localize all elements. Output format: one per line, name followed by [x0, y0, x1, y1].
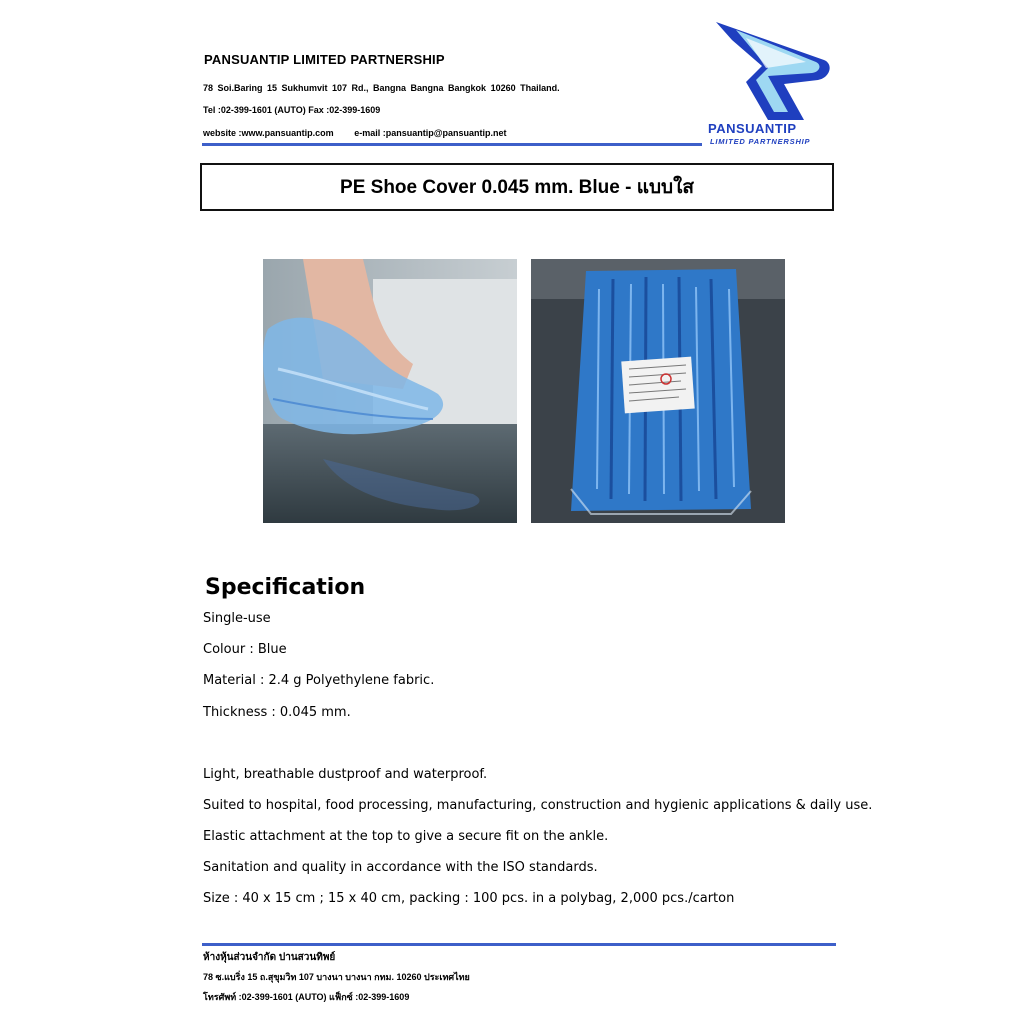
- spec-heading: Specification: [205, 575, 366, 600]
- spec-line: Suited to hospital, food processing, manufacturing, construction and hygienic applications & daily use.: [203, 798, 873, 813]
- footer-phone-thai: โทรศัพท์ :02-399-1601 (AUTO) แฟ็กซ์ :02-399-1609: [203, 992, 410, 1002]
- logo-subtitle: LIMITED PARTNERSHIP: [710, 137, 811, 146]
- shoe-cover-on-foot-photo: [263, 259, 517, 523]
- company-phone-fax: Tel :02-399-1601 (AUTO) Fax :02-399-1609: [203, 105, 381, 115]
- company-address: 78 Soi.Baring 15 Sukhumvit 107 Rd., Bangna Bangna Bangkok 10260 Thailand.: [203, 83, 560, 93]
- product-title-box: [200, 163, 834, 211]
- spec-line: Thickness : 0.045 mm.: [203, 705, 351, 720]
- spec-line: Single-use: [203, 611, 271, 626]
- spec-line: Material : 2.4 g Polyethylene fabric.: [203, 673, 435, 688]
- company-name: PANSUANTIP LIMITED PARTNERSHIP: [204, 52, 445, 67]
- footer-address-thai: 78 ซ.แบริ่ง 15 ถ.สุขุมวิท 107 บางนา บางนา กทม. 10260 ประเทศไทย: [203, 972, 470, 982]
- email-text: e-mail :pansuantip@pansuantip.net: [354, 128, 507, 138]
- spec-line: Size : 40 x 15 cm ; 15 x 40 cm, packing : 100 pcs. in a polybag, 2,000 pcs./carton: [203, 891, 735, 906]
- product-title: PE Shoe Cover 0.045 mm. Blue - แบบใส: [340, 177, 694, 198]
- packaged-shoe-covers-photo: [531, 259, 785, 523]
- company-web-email: [203, 128, 507, 138]
- footer-company-thai: ห้างหุ้นส่วนจำกัด ปานสวนทิพย์: [203, 952, 336, 963]
- header-divider: [202, 143, 702, 146]
- spec-line: Colour : Blue: [203, 642, 287, 657]
- spec-line: Elastic attachment at the top to give a secure fit on the ankle.: [203, 829, 609, 844]
- footer-divider: [202, 943, 836, 946]
- website-text: website :www.pansuantip.com: [203, 128, 334, 138]
- spec-line: Light, breathable dustproof and waterproof.: [203, 767, 488, 782]
- logo-wordmark: PANSUANTIP: [708, 121, 797, 136]
- spec-line: Sanitation and quality in accordance with the ISO standards.: [203, 860, 598, 875]
